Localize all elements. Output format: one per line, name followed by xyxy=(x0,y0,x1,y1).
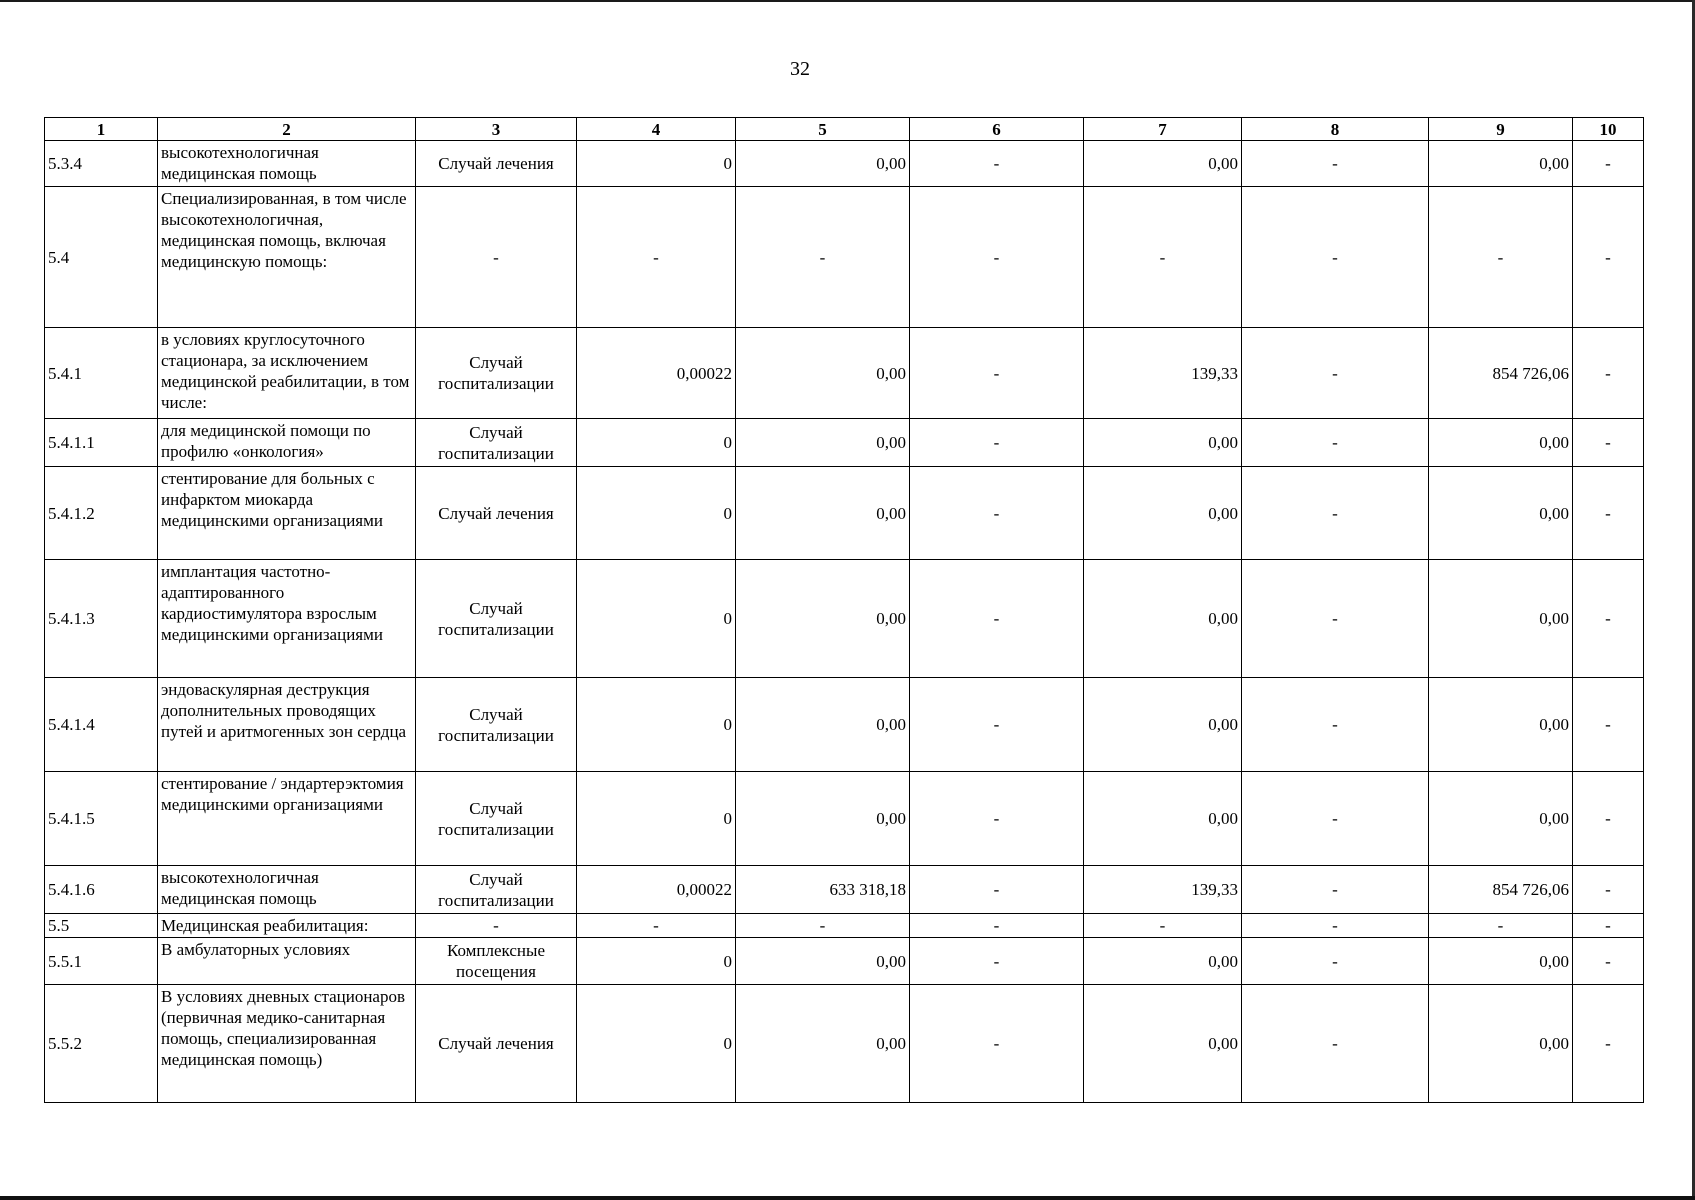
cell-col-7: 0,00 xyxy=(1084,938,1242,985)
cell-col-10: - xyxy=(1573,678,1644,772)
cell-col-8: - xyxy=(1242,866,1429,914)
cell-col-4: - xyxy=(577,914,736,938)
cell-col-8: - xyxy=(1242,938,1429,985)
cell-col-6: - xyxy=(910,419,1084,467)
row-unit: Случай госпитализации xyxy=(416,772,577,866)
cell-col-4: 0 xyxy=(577,772,736,866)
row-unit: Случай госпитализации xyxy=(416,866,577,914)
cell-col-7: 139,33 xyxy=(1084,866,1242,914)
cell-col-5: 0,00 xyxy=(736,938,910,985)
cell-col-4: 0 xyxy=(577,678,736,772)
row-unit: Случай госпитализации xyxy=(416,328,577,419)
cell-col-5: - xyxy=(736,914,910,938)
cell-col-6: - xyxy=(910,866,1084,914)
column-header: 4 xyxy=(577,118,736,141)
row-unit: - xyxy=(416,914,577,938)
cell-col-10: - xyxy=(1573,772,1644,866)
cell-col-6: - xyxy=(910,560,1084,678)
table-row xyxy=(45,678,1644,772)
cell-col-9: 854 726,06 xyxy=(1429,866,1573,914)
data-table xyxy=(44,117,1644,1103)
row-name: В амбулаторных условиях xyxy=(158,938,416,985)
cell-col-8: - xyxy=(1242,187,1429,328)
cell-col-4: 0 xyxy=(577,560,736,678)
column-header: 7 xyxy=(1084,118,1242,141)
table-row xyxy=(45,560,1644,678)
table-row xyxy=(45,914,1644,938)
table-row xyxy=(45,985,1644,1103)
column-header: 3 xyxy=(416,118,577,141)
cell-col-9: 0,00 xyxy=(1429,938,1573,985)
row-code: 5.3.4 xyxy=(45,141,158,187)
row-name: Медицинская реабилитация: xyxy=(158,914,416,938)
cell-col-9: 0,00 xyxy=(1429,419,1573,467)
cell-col-8: - xyxy=(1242,560,1429,678)
cell-col-10: - xyxy=(1573,328,1644,419)
cell-col-10: - xyxy=(1573,938,1644,985)
cell-col-10: - xyxy=(1573,467,1644,560)
table-row xyxy=(45,328,1644,419)
column-header: 2 xyxy=(158,118,416,141)
cell-col-10: - xyxy=(1573,141,1644,187)
cell-col-4: 0 xyxy=(577,985,736,1103)
cell-col-5: 0,00 xyxy=(736,678,910,772)
cell-col-8: - xyxy=(1242,985,1429,1103)
cell-col-9: 0,00 xyxy=(1429,560,1573,678)
cell-col-6: - xyxy=(910,141,1084,187)
cell-col-7: 0,00 xyxy=(1084,141,1242,187)
header-row xyxy=(45,118,1644,141)
cell-col-5: 0,00 xyxy=(736,328,910,419)
row-name: эндоваскулярная деструкция дополнительных проводящих путей и аритмогенных зон сердца xyxy=(158,678,416,772)
column-header: 9 xyxy=(1429,118,1573,141)
row-unit: Комплексные посещения xyxy=(416,938,577,985)
row-code: 5.4.1.1 xyxy=(45,419,158,467)
row-name: стентирование / эндартерэктомия медицинскими организациями xyxy=(158,772,416,866)
cell-col-7: 0,00 xyxy=(1084,467,1242,560)
row-unit: Случай госпитализации xyxy=(416,678,577,772)
cell-col-4: 0 xyxy=(577,419,736,467)
row-code: 5.4.1.4 xyxy=(45,678,158,772)
row-name: высокотехнологичная медицинская помощь xyxy=(158,141,416,187)
row-code: 5.5.2 xyxy=(45,985,158,1103)
cell-col-6: - xyxy=(910,328,1084,419)
cell-col-6: - xyxy=(910,938,1084,985)
cell-col-10: - xyxy=(1573,985,1644,1103)
row-code: 5.4.1.2 xyxy=(45,467,158,560)
row-code: 5.4.1.3 xyxy=(45,560,158,678)
cell-col-7: 0,00 xyxy=(1084,419,1242,467)
cell-col-9: 0,00 xyxy=(1429,141,1573,187)
cell-col-10: - xyxy=(1573,187,1644,328)
cell-col-7: 0,00 xyxy=(1084,772,1242,866)
cell-col-7: - xyxy=(1084,914,1242,938)
cell-col-4: - xyxy=(577,187,736,328)
cell-col-10: - xyxy=(1573,914,1644,938)
row-unit: - xyxy=(416,187,577,328)
cell-col-8: - xyxy=(1242,419,1429,467)
table-row xyxy=(45,141,1644,187)
cell-col-9: 0,00 xyxy=(1429,678,1573,772)
cell-col-5: - xyxy=(736,187,910,328)
row-name: высокотехнологичная медицинская помощь xyxy=(158,866,416,914)
cell-col-8: - xyxy=(1242,678,1429,772)
cell-col-4: 0,00022 xyxy=(577,866,736,914)
table-row xyxy=(45,938,1644,985)
cell-col-9: 854 726,06 xyxy=(1429,328,1573,419)
row-unit: Случай лечения xyxy=(416,141,577,187)
cell-col-4: 0 xyxy=(577,938,736,985)
row-code: 5.4.1.6 xyxy=(45,866,158,914)
scan-edge-bottom xyxy=(0,1196,1695,1200)
column-header: 5 xyxy=(736,118,910,141)
cell-col-8: - xyxy=(1242,328,1429,419)
cell-col-7: 0,00 xyxy=(1084,985,1242,1103)
cell-col-5: 633 318,18 xyxy=(736,866,910,914)
cell-col-9: - xyxy=(1429,187,1573,328)
column-header: 1 xyxy=(45,118,158,141)
row-code: 5.5.1 xyxy=(45,938,158,985)
table-row xyxy=(45,187,1644,328)
row-unit: Случай лечения xyxy=(416,985,577,1103)
cell-col-10: - xyxy=(1573,866,1644,914)
table-row xyxy=(45,772,1644,866)
row-name: для медицинской помощи по профилю «онкология» xyxy=(158,419,416,467)
cell-col-8: - xyxy=(1242,914,1429,938)
row-code: 5.4 xyxy=(45,187,158,328)
cell-col-5: 0,00 xyxy=(736,467,910,560)
cell-col-8: - xyxy=(1242,467,1429,560)
cell-col-10: - xyxy=(1573,560,1644,678)
cell-col-5: 0,00 xyxy=(736,772,910,866)
cell-col-6: - xyxy=(910,678,1084,772)
cell-col-8: - xyxy=(1242,141,1429,187)
row-name: Специализированная, в том числе высокотехнологичная, медицинская помощь, включая медицинскую помощь: xyxy=(158,187,416,328)
scan-edge-top xyxy=(0,0,1695,2)
column-header: 10 xyxy=(1573,118,1644,141)
cell-col-9: 0,00 xyxy=(1429,467,1573,560)
row-code: 5.4.1 xyxy=(45,328,158,419)
cell-col-10: - xyxy=(1573,419,1644,467)
table-row xyxy=(45,467,1644,560)
cell-col-5: 0,00 xyxy=(736,985,910,1103)
cell-col-9: - xyxy=(1429,914,1573,938)
cell-col-9: 0,00 xyxy=(1429,772,1573,866)
cell-col-6: - xyxy=(910,985,1084,1103)
cell-col-8: - xyxy=(1242,772,1429,866)
cell-col-4: 0 xyxy=(577,141,736,187)
cell-col-7: 0,00 xyxy=(1084,678,1242,772)
cell-col-7: 0,00 xyxy=(1084,560,1242,678)
cell-col-5: 0,00 xyxy=(736,419,910,467)
cell-col-4: 0,00022 xyxy=(577,328,736,419)
cell-col-5: 0,00 xyxy=(736,141,910,187)
cell-col-6: - xyxy=(910,187,1084,328)
row-name: В условиях дневных стационаров (первичная медико-санитарная помощь, специализированная медицинская помощь) xyxy=(158,985,416,1103)
row-name: в условиях круглосуточного стационара, за исключением медицинской реабилитации, в том числе: xyxy=(158,328,416,419)
table-row xyxy=(45,419,1644,467)
row-unit: Случай госпитализации xyxy=(416,419,577,467)
row-code: 5.4.1.5 xyxy=(45,772,158,866)
row-code: 5.5 xyxy=(45,914,158,938)
cell-col-5: 0,00 xyxy=(736,560,910,678)
row-name: стентирование для больных с инфарктом миокарда медицинскими организациями xyxy=(158,467,416,560)
cell-col-6: - xyxy=(910,772,1084,866)
cell-col-4: 0 xyxy=(577,467,736,560)
row-name: имплантация частотно-адаптированного кардиостимулятора взрослым медицинскими организациями xyxy=(158,560,416,678)
cell-col-7: 139,33 xyxy=(1084,328,1242,419)
row-unit: Случай лечения xyxy=(416,467,577,560)
cell-col-6: - xyxy=(910,914,1084,938)
cell-col-9: 0,00 xyxy=(1429,985,1573,1103)
cell-col-7: - xyxy=(1084,187,1242,328)
table-row xyxy=(45,866,1644,914)
row-unit: Случай госпитализации xyxy=(416,560,577,678)
column-header: 8 xyxy=(1242,118,1429,141)
cell-col-6: - xyxy=(910,467,1084,560)
column-header: 6 xyxy=(910,118,1084,141)
page-number: 32 xyxy=(790,58,810,80)
